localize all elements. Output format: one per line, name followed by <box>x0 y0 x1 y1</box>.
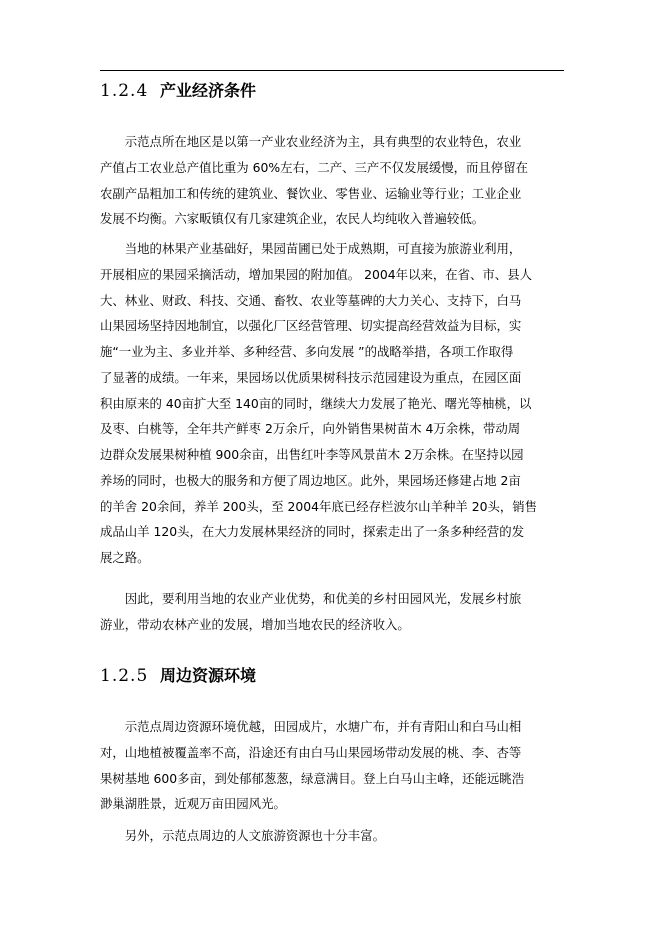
text-line: 另外，示范点周边的人文旅游资源也十分丰富。 <box>100 828 385 843</box>
text-line: 了显著的成绩。一年来，果园场以优质果树科技示范园建设为重点，在园区面 <box>100 369 522 385</box>
text-line: 示范点周边资源环境优越，田园成片，水塘广布，并有青阳山和白马山相 <box>100 719 522 734</box>
section-heading-1-2-5 <box>100 663 256 689</box>
text-line: 的羊舍 20余间，养羊 200头，至 2004年底已经存栏波尔山羊种羊 20头，销售 <box>100 498 538 514</box>
text-line: 山果园场坚持因地制宜，以强化厂区经营管理、切实提高经营效益为目标，实 <box>100 318 522 334</box>
text-line: 渺巢湖胜景，近观万亩田园风光。 <box>100 796 286 812</box>
paragraph <box>100 129 570 232</box>
paragraph <box>100 714 570 817</box>
text-line: 示范点所在地区是以第一产业农业经济为主，具有典型的农业特色，农业 <box>100 134 522 149</box>
section-number: 1.2.5 <box>100 666 149 686</box>
text-line: 成品山羊 120头，在大力发展林果经济的同时，探索走出了一条多种经营的发 <box>100 524 525 540</box>
section-title: 产业经济条件 <box>160 81 257 100</box>
text-line: 边群众发展果树种植 900余亩，出售红叶李等风景苗木 2万余株。在坚持以园 <box>100 447 524 462</box>
header-rule <box>100 70 564 71</box>
text-line: 当地的林果产业基础好，果园苗圃已处于成熟期，可直接为旅游业利用， <box>100 241 522 256</box>
section-heading-1-2-4 <box>100 78 256 104</box>
text-line: 发展不均衡。六家畈镇仅有几家建筑企业，农民人均纯收入普遍较低。 <box>100 211 485 227</box>
section-number: 1.2.4 <box>100 81 149 101</box>
text-line: 开展相应的果园采摘活动，增加果园的附加值。 2004年以来，在省、市、县人 <box>100 266 532 282</box>
text-line: 农副产品粗加工和传统的建筑业、餐饮业、零售业、运输业等行业；工业企业 <box>100 185 522 201</box>
text-line: 因此，要利用当地的农业产业优势，和优美的乡村田园风光，发展乡村旅 <box>100 591 522 606</box>
text-line: 及枣、白桃等，全年共产鲜枣 2万余斤，向外销售果树苗木 4万余株，带动周 <box>100 421 521 437</box>
text-line: 养场的同时，也极大的服务和方便了周边地区。此外，果园场还修建占地 2亩 <box>100 472 521 488</box>
text-line: 游业，带动农林产业的发展，增加当地农民的经济收入。 <box>100 616 410 632</box>
text-line: 积由原来的 40亩扩大至 140亩的同时，继续大力发展了艳光、曙光等柚桃，以 <box>100 395 532 411</box>
paragraph <box>100 236 570 571</box>
paragraph <box>100 823 570 849</box>
text-line: 大、林业、财政、科技、交通、畜牧、农业等墓碑的大力关心、支持下，白马 <box>100 292 522 308</box>
text-line: 果树基地 600多亩，到处郁郁葱葱，绿意满目。登上白马山主峰，还能远眺浩 <box>100 770 525 786</box>
text-line: 产值占工农业总产值比重为 60%左右，二产、三产不仅发展缓慢，而且停留在 <box>100 159 528 175</box>
text-line: 施“一业为主、多业并举、多种经营、多向发展 ”的战略举措，各项工作取得 <box>100 344 514 359</box>
paragraph <box>100 586 570 638</box>
text-line: 对，山地植被覆盖率不高，沿途还有由白马山果园场带动发展的桃、李、杏等 <box>100 744 522 760</box>
section-title: 周边资源环境 <box>160 666 257 685</box>
text-line: 展之路。 <box>100 550 150 565</box>
